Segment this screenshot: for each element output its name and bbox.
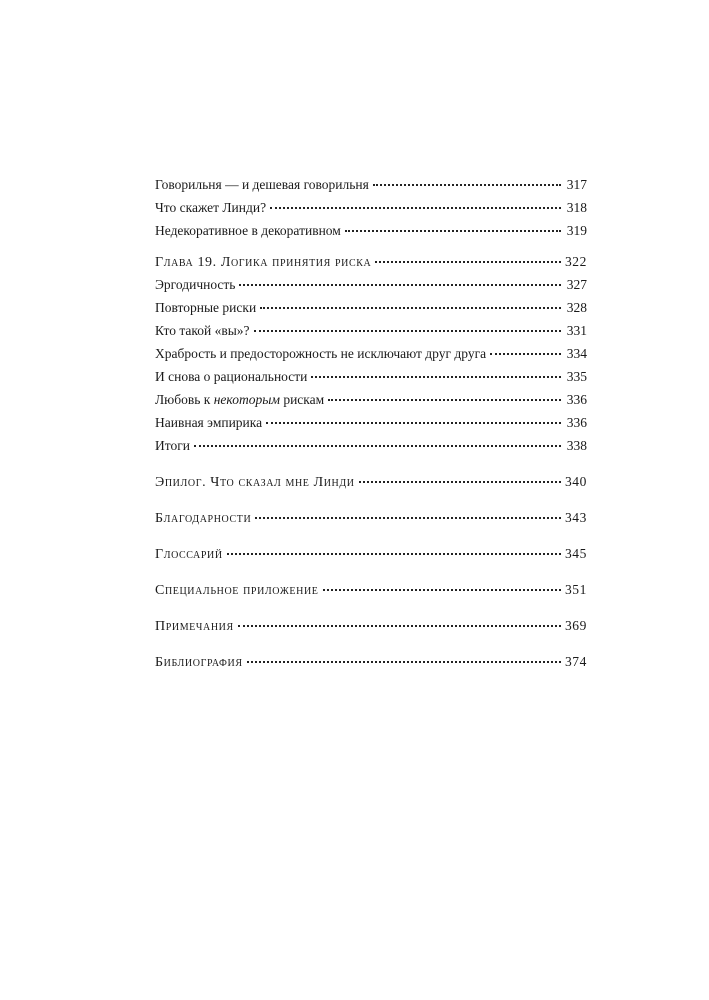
toc-entry[interactable] [155, 177, 587, 200]
toc-page-number: 369 [564, 618, 587, 633]
toc-page-number: 328 [566, 300, 587, 315]
toc-entry-title: Итоги [155, 438, 190, 453]
dot-leader [359, 481, 561, 483]
dot-leader [254, 330, 561, 332]
toc-page-number: 340 [564, 474, 587, 489]
toc-page-number: 331 [566, 323, 587, 338]
toc-entry-title: Говорильня — и дешевая говорильня [155, 177, 369, 192]
toc-page-number: 338 [566, 438, 587, 453]
toc-section-heading[interactable] [155, 582, 587, 605]
toc-entry-title: Эргодичность [155, 277, 236, 292]
dot-leader [238, 625, 561, 627]
toc-section-title: Глоссарий [155, 547, 223, 562]
toc-entry[interactable] [155, 438, 587, 461]
toc-entry-title-part: Любовь к [155, 392, 214, 407]
toc-page-number: 327 [566, 277, 587, 292]
toc-page-number: 318 [566, 200, 587, 215]
dot-leader [260, 307, 561, 309]
dot-leader [255, 517, 561, 519]
dot-leader [345, 230, 561, 232]
toc-page-number: 336 [566, 392, 587, 407]
toc-entry-title: Кто такой «вы»? [155, 323, 250, 338]
toc-section-heading[interactable] [155, 510, 587, 533]
dot-leader [328, 399, 561, 401]
toc-section-title: Специальное приложение [155, 583, 319, 598]
toc-entry[interactable] [155, 323, 587, 346]
toc-entry[interactable] [155, 300, 587, 323]
toc-section-heading[interactable] [155, 654, 587, 677]
dot-leader [239, 284, 561, 286]
toc-entry[interactable] [155, 223, 587, 246]
dot-leader [373, 184, 561, 186]
toc-entry-title-part: рискам [279, 392, 325, 407]
toc-page-number: 374 [564, 654, 587, 669]
toc-page-number: 334 [566, 346, 587, 361]
toc-entry[interactable] [155, 200, 587, 223]
toc-chapter-heading[interactable] [155, 254, 587, 277]
toc-section-heading[interactable] [155, 474, 587, 497]
toc-entry-title: Наивная эмпирика [155, 415, 263, 430]
dot-leader [227, 553, 561, 555]
dot-leader [490, 353, 561, 355]
toc-page-number: 335 [566, 369, 587, 384]
toc-chapter-title: Глава 19. Логика принятия риска [155, 255, 372, 270]
table-of-contents [155, 177, 587, 677]
toc-entry-title: И снова о рациональности [155, 369, 308, 384]
toc-entry[interactable] [155, 392, 587, 415]
toc-page-number: 317 [566, 177, 587, 192]
toc-page-number: 345 [564, 546, 587, 561]
toc-entry-title [155, 392, 324, 408]
toc-entry-title: Недекоративное в декоративном [155, 223, 341, 238]
toc-section-heading[interactable] [155, 618, 587, 641]
dot-leader [311, 376, 561, 378]
toc-page-number: 319 [566, 223, 587, 238]
toc-entry-title: Повторные риски [155, 300, 257, 315]
toc-section-title: Примечания [155, 619, 234, 634]
toc-section-heading[interactable] [155, 546, 587, 569]
toc-page-number: 343 [564, 510, 587, 525]
toc-section-title: Благодарности [155, 511, 252, 526]
dot-leader [323, 589, 561, 591]
toc-section-title: Эпилог. Что сказал мне Линди [155, 475, 355, 490]
toc-page-number: 351 [564, 582, 587, 597]
toc-entry[interactable] [155, 346, 587, 369]
toc-section-title: Библиография [155, 655, 243, 670]
dot-leader [270, 207, 561, 209]
toc-entry-title: Храбрость и предосторожность не исключают друг друга [155, 346, 487, 361]
toc-page-number: 322 [564, 254, 587, 269]
toc-page-number: 336 [566, 415, 587, 430]
toc-entry[interactable] [155, 277, 587, 300]
dot-leader [266, 422, 561, 424]
dot-leader [247, 661, 561, 663]
toc-entry-title-emphasis: некоторым [213, 392, 280, 407]
dot-leader [194, 445, 561, 447]
toc-entry[interactable] [155, 369, 587, 392]
toc-entry-title: Что скажет Линди? [155, 200, 267, 215]
toc-entry[interactable] [155, 415, 587, 438]
dot-leader [375, 261, 561, 263]
